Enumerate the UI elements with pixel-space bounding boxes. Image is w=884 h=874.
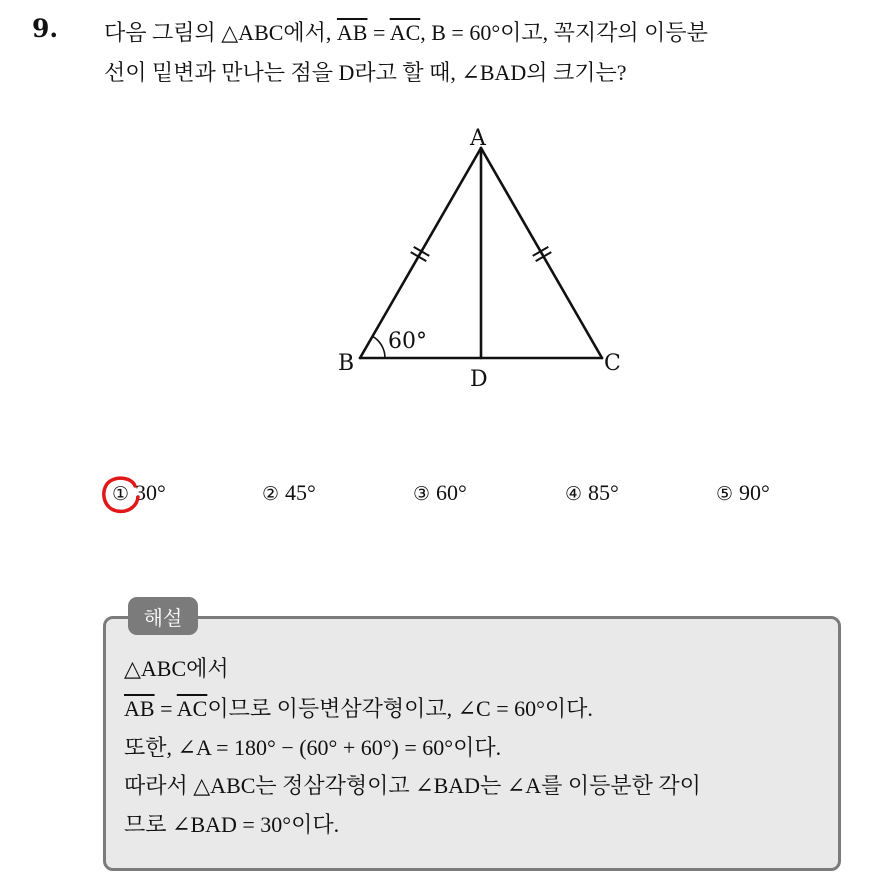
- choice-3[interactable]: [413, 480, 467, 506]
- vertex-label-c: C: [604, 351, 621, 376]
- segment-ac: $\overline{AC}$: [176, 696, 208, 721]
- choice-4[interactable]: [565, 480, 619, 506]
- segment-ac: $\overline{AC}$: [389, 20, 421, 45]
- choice-number: ③: [413, 483, 431, 505]
- choice-5[interactable]: [716, 480, 770, 506]
- answer-circle-mark: [99, 472, 143, 516]
- equals-sign: =: [154, 696, 177, 721]
- side-ac: [481, 148, 602, 358]
- solution-tab: 해설: [128, 597, 198, 635]
- choice-value: 45°: [285, 480, 316, 505]
- choice-2[interactable]: [262, 480, 316, 506]
- question-line-1: [104, 16, 708, 47]
- segment-ab: $\overline{AB}$: [336, 20, 368, 45]
- choice-value: 90°: [739, 480, 770, 505]
- angle-arc-b: [373, 336, 386, 358]
- equals-sign: =: [367, 20, 390, 45]
- vertex-label-a: A: [470, 126, 486, 151]
- solution-line-1: △ABC에서: [124, 656, 229, 681]
- choice-number: ②: [262, 483, 280, 505]
- solution-line-3: 또한, ∠A = 180° − (60° + 60°) = 60°이다.: [124, 735, 502, 760]
- question-line-2: 선이 밑변과 만나는 점을 D라고 할 때, ∠BAD의 크기는?: [104, 60, 627, 85]
- choice-value: 60°: [436, 480, 467, 505]
- angle-label-b: 60°: [388, 329, 427, 354]
- triangle-figure: [320, 120, 650, 395]
- vertex-label-b: B: [338, 351, 355, 376]
- choice-value: 30°: [135, 480, 166, 505]
- solution-line-4: 따라서 △ABC는 정삼각형이고 ∠BAD는 ∠A를 이등분한 각이: [124, 773, 701, 798]
- segment-ab: $\overline{AB}$: [124, 696, 155, 721]
- vertex-label-d: D: [470, 367, 488, 392]
- solution-line-2: [124, 692, 593, 723]
- choice-number: ④: [565, 483, 583, 505]
- choice-number: ⑤: [716, 483, 734, 505]
- solution-line-5: 므로 ∠BAD = 30°이다.: [124, 812, 340, 837]
- solution-text: 이므로 이등변삼각형이고, ∠C = 60°이다.: [207, 696, 593, 721]
- choice-value: 85°: [588, 480, 619, 505]
- question-number: 9.: [32, 14, 59, 43]
- question-text: , B = 60°이고, 꼭지각의 이등분: [420, 20, 708, 45]
- choice-number: ①: [112, 483, 130, 505]
- question-text: 다음 그림의 △ABC에서,: [104, 20, 337, 45]
- side-ab: [360, 148, 481, 358]
